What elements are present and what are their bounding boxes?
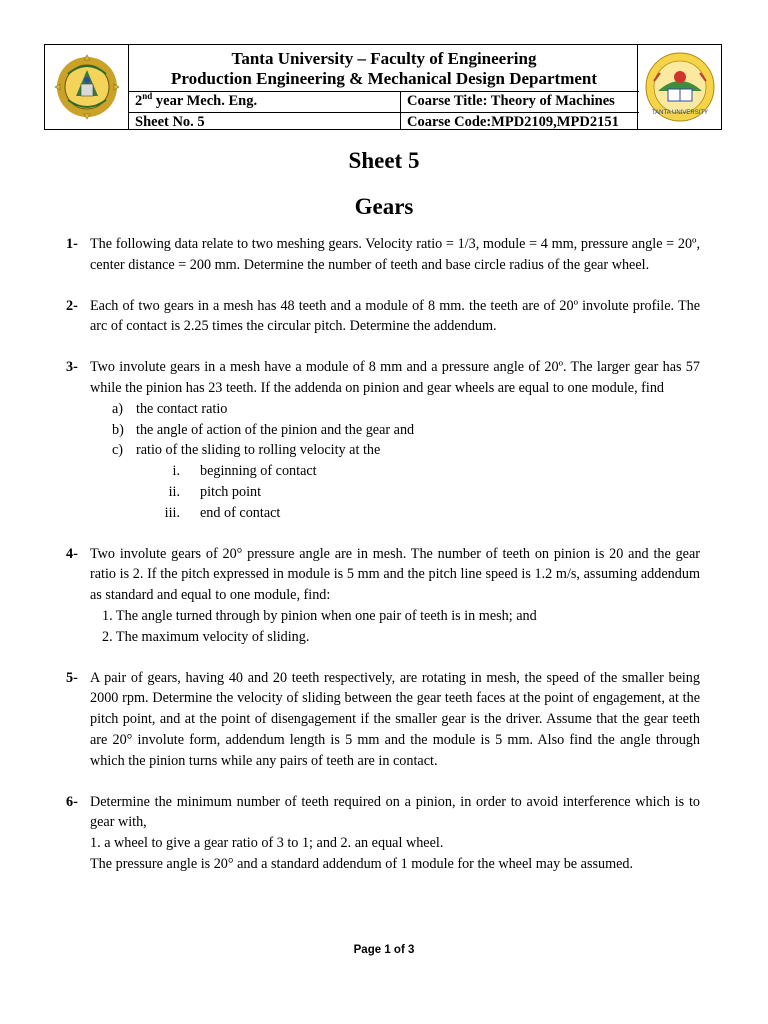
- sub-text: ratio of the sliding to rolling velocity at the: [136, 442, 381, 459]
- header-row-2: [129, 112, 639, 130]
- problem-1: [66, 234, 700, 276]
- problem-text: Two involute gears in a mesh have a module of 8 mm and a pressure angle of 20º. The larger gear has 57 while the pinion has 23 teeth. If the addenda on pinion and gear wheels are equal to one module, find: [90, 359, 700, 396]
- roman-item: [90, 482, 700, 503]
- page-of-label: of: [390, 944, 408, 956]
- topic-title: Gears: [354, 194, 414, 219]
- problem-4: [66, 544, 700, 648]
- problem-text: Two involute gears of 20° pressure angle are in mesh. The number of teeth on pinion is 20 and the gear ratio is 2. If the pitch expressed in module is 5 mm and the pitch line speed is 1.2 m/s, assuming addendum as standard and equal to one module, find:: [90, 545, 700, 604]
- university-title: Tanta University – Faculty of Engineering: [231, 49, 537, 68]
- header-table: [44, 44, 722, 130]
- problem-text: The following data relate to two meshing gears. Velocity ratio = 1/3, module = 4 mm, pressure angle = 20º, center distance = 200 mm. Determine the number of teeth and base circle radius of the gear wheel.: [90, 236, 700, 273]
- university-logo: [637, 45, 721, 129]
- roman-item: [90, 503, 700, 524]
- problem-line: 1. a wheel to give a gear ratio of 3 to 1; and 2. an equal wheel.: [90, 835, 444, 852]
- roman-label: ii.: [168, 483, 180, 500]
- header-center: [129, 45, 639, 129]
- sub-text: the angle of action of the pinion and the gear and: [136, 421, 415, 438]
- roman-label: i.: [172, 463, 180, 480]
- problem-number: 5-: [66, 669, 78, 686]
- sub-label: c): [112, 442, 124, 459]
- problem-number: 1-: [66, 236, 78, 252]
- numbered-item: 2. The maximum velocity of sliding.: [102, 628, 310, 645]
- header-row-1: [129, 91, 639, 112]
- problem-text: A pair of gears, having 40 and 20 teeth respectively, are rotating in mesh, the speed of the smaller being 2000 rpm. Determine the velocity of sliding between the gear teeth faces at the point of engagement, at the pitch point, and at the point of disengagement if the smaller gear is the driver. Assume that the gear teeth are 20° involute form, addendum length is 5 mm and the module is 5 mm. Also find the angle through which the pinion turns while any pairs of teeth are in contact.: [90, 669, 700, 769]
- problem-number: 3-: [66, 359, 78, 376]
- course-title-cell: Coarse Title: Theory of Machines: [407, 93, 615, 109]
- sub-label: b): [112, 421, 124, 438]
- problem-list: [66, 234, 700, 895]
- sub-item: [90, 399, 700, 420]
- page-footer: [0, 944, 768, 956]
- department-title: Production Engineering & Mechanical Design Department: [170, 69, 598, 88]
- problem-number: 2-: [66, 297, 78, 314]
- roman-text: end of contact: [200, 504, 281, 521]
- problem-number: 6-: [66, 793, 78, 810]
- problem-text: Each of two gears in a mesh has 48 teeth and a module of 8 mm. the teeth are of 20º involute profile. The arc of contact is 2.25 times the circular pitch. Determine the addendum.: [90, 297, 700, 335]
- sub-text: the contact ratio: [136, 400, 228, 417]
- problem-2: [66, 296, 700, 338]
- problem-6: [66, 792, 700, 875]
- problem-number: 4-: [66, 545, 78, 562]
- problem-3: [66, 357, 700, 523]
- problem-line: The pressure angle is 20° and a standard addendum of 1 module for the wheel may be assumed.: [90, 855, 634, 872]
- roman-item: [90, 461, 700, 482]
- sub-label: a): [112, 400, 124, 417]
- sub-item: [90, 420, 700, 441]
- page-total: 3: [407, 944, 415, 956]
- problem-5: [66, 668, 700, 772]
- roman-text: pitch point: [200, 483, 262, 500]
- university-logo-lettering: TANTA UNIVERSITY: [651, 110, 708, 116]
- problem-text: Determine the minimum number of teeth required on a pinion, in order to avoid interference which is to gear with,: [90, 793, 700, 831]
- sheet-title: Sheet 5: [348, 148, 420, 173]
- year-number: 2: [135, 93, 143, 109]
- faculty-logo: [45, 45, 129, 129]
- year-cell: [129, 92, 401, 112]
- course-code-cell: Coarse Code:MPD2109,MPD2151: [407, 114, 619, 130]
- year-superscript: nd: [142, 91, 153, 102]
- roman-text: beginning of contact: [200, 463, 317, 480]
- page-label: Page: [353, 944, 385, 956]
- sub-item: [90, 440, 700, 461]
- sheet-number-cell: Sheet No. 5: [129, 113, 401, 130]
- year-text: year Mech. Eng.: [152, 93, 258, 109]
- page-number: 1: [384, 944, 391, 956]
- roman-label: iii.: [164, 504, 180, 521]
- numbered-item: 1. The angle turned through by pinion when one pair of teeth is in mesh; and: [102, 607, 537, 624]
